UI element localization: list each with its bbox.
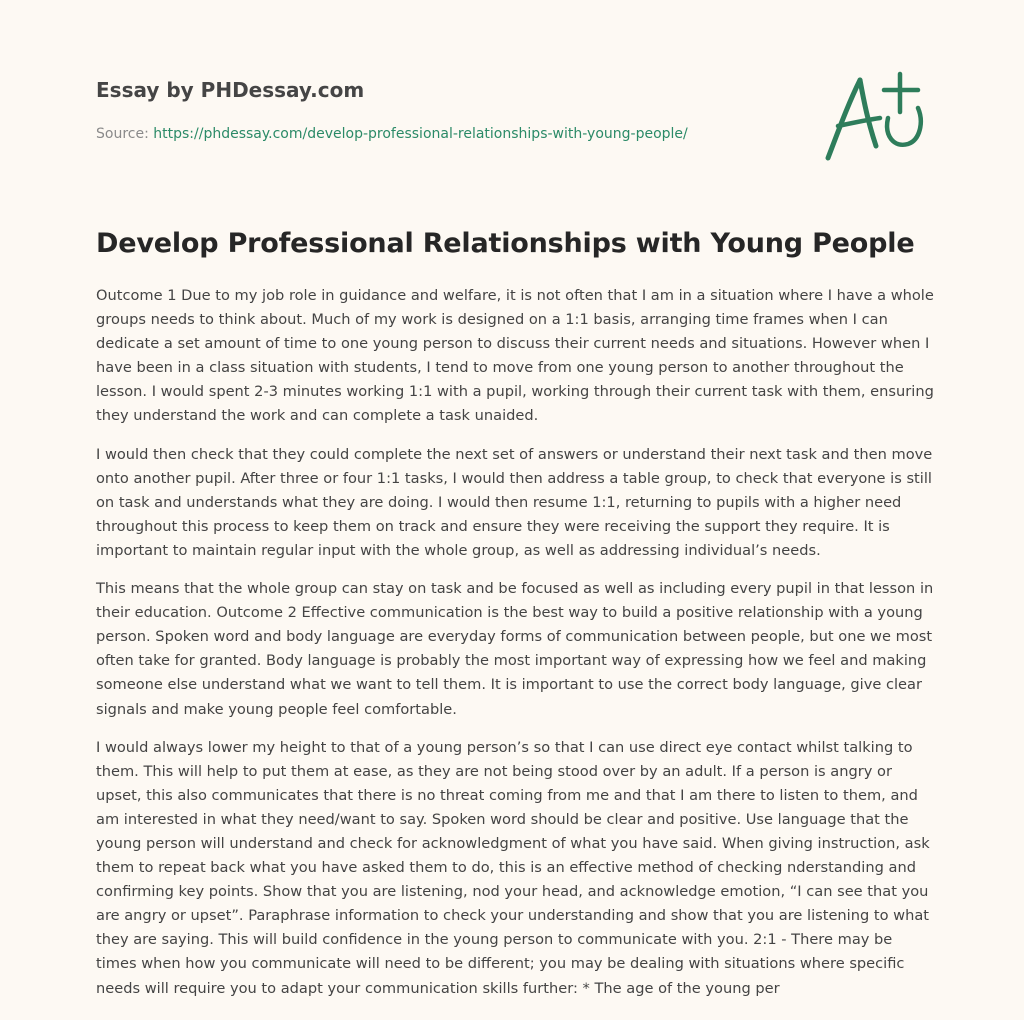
a-plus-grade-icon xyxy=(818,66,930,166)
essay-title: Develop Professional Relationships with Young People xyxy=(96,228,915,259)
source-label: Source: xyxy=(96,126,154,142)
essay-paragraph: Outcome 1 Due to my job role in guidance and welfare, it is not often that I am in a situation where I have a whole groups needs to think about. Much of my work is designed on a 1:1 basis, arranging time frames when I can dedicate a set amount of time to one young person to discuss their current needs and situations. However when I have been in a class situation with students, I tend to move from one young person to another throughout the lesson. I would spent 2-3 minutes working 1:1 with a pupil, working through their current task with them, ensuring they understand the work and can complete a task unaided. xyxy=(96,287,934,425)
essay-body xyxy=(96,284,934,1015)
essay-paragraph: I would then check that they could complete the next set of answers or understand their next task and then move onto another pupil. After three or four 1:1 tasks, I would then address a table group, to check that everyone is still on task and understands what they are doing. I would then resume 1:1, returning to pupils with a higher need throughout this process to keep them on track and ensure they were receiving the support they require. It is important to maintain regular input with the whole group, as well as addressing individual’s needs. xyxy=(96,445,933,559)
essay-paragraph: This means that the whole group can stay on task and be focused as well as including every pupil in that lesson in their education. Outcome 2 Effective communication is the best way to build a positive relationship with a young person. Spoken word and body language are everyday forms of communication between people, but one we most often take for granted. Body language is probably the most important way of expressing how we feel and making someone else understand what we want to tell them. It is important to use the correct body language, give clear signals and make young people feel comfortable. xyxy=(96,580,934,718)
essay-header xyxy=(96,76,796,144)
source-link[interactable]: https://phdessay.com/develop-professional-relationships-with-young-people/ xyxy=(153,126,688,142)
essay-paragraph: I would always lower my height to that of a young person’s so that I can use direct eye contact whilst talking to them. This will help to put them at ease, as they are not being stood over by an adult. If a person is angry or upset, this also communicates that there is no threat coming from me and that I am there to listen to them, and am interested in what they need/want to say. Spoken word should be clear and positive. Use language that the young person will understand and check for acknowledgment of what you have said. When giving instruction, ask them to repeat back what you have asked them to do, this is an effective method of checking nderstanding and confirming key points. Show that you are listening, nod your head, and acknowledge emotion, “I can see that you are angry or upset”. Paraphrase information to check your understanding and show that you are listening to what they are saying. This will build confidence in the young person to communicate with you. 2:1 - There may be times when how you communicate will need to be different; you may be dealing with situations where specific needs will require you to adapt your communication skills further: * The age of the young per xyxy=(96,738,930,997)
site-brand: Essay by PHDessay.com xyxy=(96,78,365,102)
source-line xyxy=(96,124,796,144)
